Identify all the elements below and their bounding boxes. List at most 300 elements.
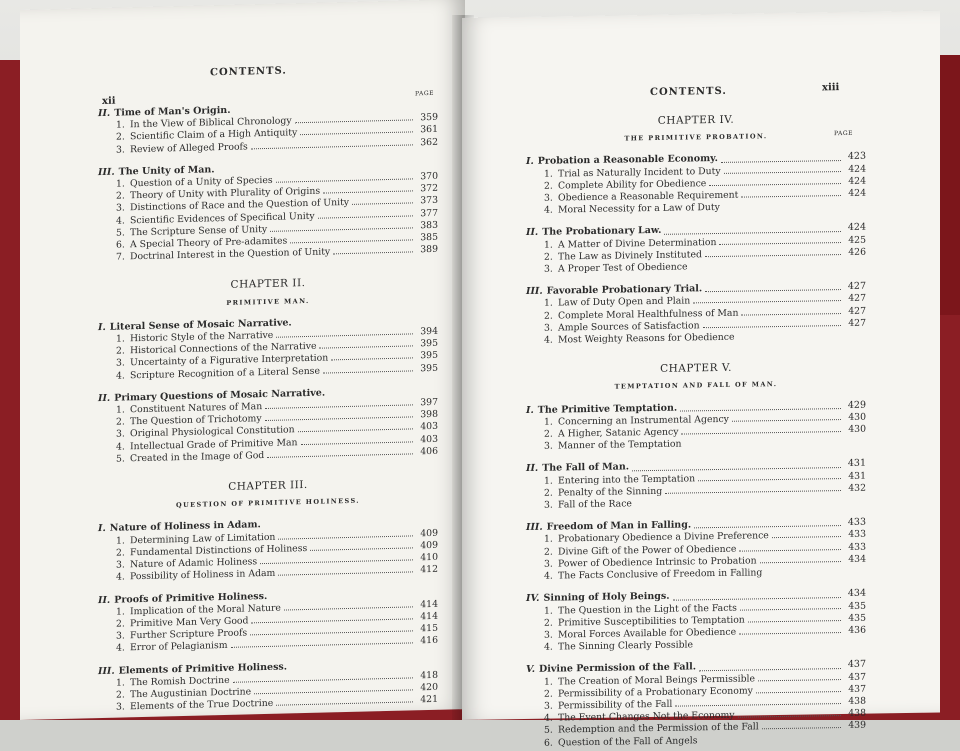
right-page — [462, 10, 940, 720]
entry-title: Question of a Unity of Species — [130, 175, 273, 191]
entry-number: 4. — [544, 571, 558, 583]
entry-page: 359 — [416, 112, 438, 125]
entry-page: 424 — [844, 163, 866, 176]
entry-leader-dots — [276, 178, 413, 182]
section-title: Literal Sense of Mosaic Narrative. — [110, 317, 292, 334]
section-page: 427 — [844, 281, 866, 294]
entry-number: 2. — [116, 132, 130, 145]
entry-leader-dots — [276, 333, 413, 337]
entry-page: 412 — [416, 564, 438, 577]
chapter-title: CHAPTER III. — [98, 476, 438, 497]
entry-number: 1. — [544, 676, 558, 688]
entry-page: 425 — [844, 234, 866, 247]
chapter-subtitle: THE PRIMITIVE PROBATION. — [526, 129, 866, 147]
entry-title: A Special Theory of Pre-adamites — [130, 235, 287, 251]
entry-leader-dots — [705, 254, 841, 257]
section-title: Time of Man's Origin. — [114, 105, 230, 120]
section-dots — [694, 517, 841, 529]
entry-page: 434 — [844, 554, 866, 567]
section-title: Divine Permission of the Fall. — [539, 662, 696, 677]
entry-page: 438 — [844, 708, 866, 721]
entry-title: The Event Changes Not the Economy — [558, 710, 735, 725]
entry-title: Intellectual Grade of Primitive Man — [130, 437, 298, 453]
entry-number: 4. — [544, 713, 558, 725]
entry-leader-dots — [760, 561, 841, 563]
section-title: Probation a Reasonable Economy. — [538, 153, 718, 168]
entry-page: 435 — [844, 612, 866, 625]
entry-leader-dots — [700, 741, 841, 743]
entry-title: Uncertainty of a Figurative Interpretation — [130, 353, 328, 370]
entry-leader-dots — [319, 346, 413, 349]
entry-leader-dots — [741, 195, 841, 198]
entry-number: 1. — [116, 404, 130, 417]
entry-page: 430 — [844, 424, 866, 437]
section-page: 423 — [844, 151, 866, 164]
entry-number: 1. — [544, 534, 558, 546]
section-number: I. — [98, 322, 106, 334]
entry-title: In the View of Biblical Chronology — [130, 116, 292, 132]
entry-title: Permissibility of the Fall — [558, 699, 672, 713]
entry-title: Ample Sources of Satisfaction — [558, 320, 700, 334]
section-number: II. — [526, 463, 538, 475]
entry-leader-dots — [732, 419, 841, 422]
section-title: Freedom of Man in Falling. — [547, 520, 692, 534]
chapter-subtitle: TEMPTATION AND FALL OF MAN. — [526, 377, 866, 395]
section-dots — [664, 222, 841, 234]
section-dots — [673, 588, 841, 600]
entry-number: 1. — [544, 298, 558, 310]
entry-page: 414 — [416, 611, 438, 624]
entry-page: 409 — [416, 540, 438, 553]
section-number: III. — [526, 286, 543, 298]
entry-leader-dots — [723, 208, 841, 210]
entry-number: 3. — [116, 559, 130, 572]
entry-page: 403 — [416, 433, 438, 446]
entry-title: Trial as Naturally Incident to Duty — [558, 166, 721, 181]
entry-page: 435 — [844, 600, 866, 613]
entry-leader-dots — [278, 572, 413, 576]
entry-title: Penalty of the Sinning — [558, 486, 662, 500]
entry-title: Review of Alleged Proofs — [130, 141, 248, 156]
section-title: Proofs of Primitive Holiness. — [114, 590, 267, 606]
entry-title: Determining Law of Limitation — [130, 531, 275, 547]
entry-page: 437 — [844, 683, 866, 696]
entry-page: 433 — [844, 529, 866, 542]
entry-number: 3. — [116, 429, 130, 442]
entry-number: 2. — [544, 429, 558, 441]
entry-number: 4. — [116, 643, 130, 656]
entry-leader-dots — [352, 203, 413, 205]
entry-page: 431 — [844, 470, 866, 483]
entry-leader-dots — [254, 689, 413, 694]
entry-leader-dots — [738, 338, 842, 340]
entry-page: 370 — [416, 171, 438, 184]
entry-leader-dots — [765, 574, 841, 575]
entry-page: 439 — [844, 720, 866, 733]
section-title: The Unity of Man. — [119, 164, 215, 179]
entry-number: 2. — [116, 417, 130, 430]
entry-title: Theory of Unity with Plurality of Origins — [130, 186, 320, 203]
entry-page: 395 — [416, 338, 438, 351]
entry-leader-dots — [724, 171, 841, 174]
section-number: V. — [526, 664, 535, 676]
entry-leader-dots — [709, 183, 841, 186]
entry-page: 395 — [416, 350, 438, 363]
entry-leader-dots — [301, 441, 414, 445]
entry-page: 403 — [416, 421, 438, 434]
entry-page: 426 — [844, 246, 866, 259]
entry-title: Complete Ability for Obedience — [558, 178, 706, 193]
entry-title: The Question in the Light of the Facts — [558, 602, 737, 617]
entry-leader-dots — [740, 608, 841, 611]
chapter-title: CHAPTER II. — [98, 274, 438, 295]
entry-number: 4. — [116, 215, 130, 228]
entry-leader-dots — [333, 252, 413, 255]
entry-leader-dots — [675, 703, 841, 707]
entry-number: 3. — [544, 558, 558, 570]
entry-page: 436 — [844, 625, 866, 638]
entry-number: 3. — [116, 144, 130, 157]
entry-page: 398 — [416, 409, 438, 422]
entry-number: 2. — [544, 617, 558, 629]
entry-page: 406 — [416, 446, 438, 459]
section-title: The Probationary Law. — [542, 225, 661, 239]
left-running-head: CONTENTS. — [210, 65, 287, 78]
entry-leader-dots — [323, 370, 413, 373]
entry-number: 5. — [116, 453, 130, 466]
section-page: 437 — [844, 659, 866, 672]
entry-leader-dots — [284, 606, 413, 610]
entry-title: Doctrinal Interest in the Question of Unity — [130, 247, 330, 264]
entry-number: 1. — [116, 535, 130, 548]
entry-number: 4. — [116, 370, 130, 383]
entry-number: 2. — [544, 180, 558, 192]
section-dots — [721, 151, 841, 162]
entry-title: Permissibility of a Probationary Economy — [558, 685, 753, 700]
entry-number: 4. — [544, 335, 558, 347]
entry-leader-dots — [756, 691, 841, 693]
section-number: I. — [526, 405, 534, 417]
entry-number: 3. — [544, 700, 558, 712]
entry-leader-dots — [331, 358, 413, 361]
section-number: II. — [98, 393, 110, 406]
entry-number: 5. — [116, 227, 130, 240]
entry-number: 2. — [116, 618, 130, 631]
entry-leader-dots — [290, 239, 413, 243]
entry-leader-dots — [758, 679, 841, 681]
left-folio: xii — [102, 96, 116, 107]
entry-number: 3. — [544, 322, 558, 334]
entry-page: 420 — [416, 682, 438, 695]
entry-leader-dots — [300, 132, 413, 136]
entry-title: Obedience a Reasonable Requirement — [558, 190, 738, 205]
entry-number: 3. — [116, 630, 130, 643]
entry-title: Nature of Adamic Holiness — [130, 556, 257, 571]
right-toc — [526, 94, 866, 750]
entry-title: Constituent Natures of Man — [130, 401, 262, 416]
right-folio: xiii — [822, 82, 839, 93]
entry-leader-dots — [739, 549, 841, 552]
entry-number: 3. — [544, 629, 558, 641]
entry-number: 1. — [116, 606, 130, 619]
section-number: III. — [526, 522, 543, 534]
section-page: 429 — [844, 399, 866, 412]
entry-number: 1. — [544, 239, 558, 251]
entry-title: Primitive Susceptibilities to Temptation — [558, 614, 745, 629]
chapter-subtitle: QUESTION OF PRIMITIVE HOLINESS. — [98, 493, 438, 514]
entry-leader-dots — [323, 191, 413, 194]
chapter-title: CHAPTER IV. — [526, 112, 866, 130]
section-page: 424 — [844, 222, 866, 235]
section-number: III. — [98, 166, 115, 179]
section-title: Primary Questions of Mosaic Narrative. — [114, 387, 325, 404]
entry-number: 1. — [544, 168, 558, 180]
entry-number: 1. — [116, 178, 130, 191]
entry-title: Scientific Evidences of Specifical Unity — [130, 210, 315, 227]
entry-leader-dots — [318, 215, 413, 218]
entry-number: 2. — [544, 310, 558, 322]
entry-leader-dots — [276, 702, 413, 706]
entry-leader-dots — [270, 227, 413, 231]
entry-page: 437 — [844, 671, 866, 684]
section-title: The Fall of Man. — [542, 462, 629, 476]
entry-title: Distinctions of Race and the Question of Unity — [130, 197, 349, 215]
left-toc — [98, 90, 438, 715]
entry-leader-dots — [250, 631, 413, 636]
entry-leader-dots — [719, 242, 841, 245]
entry-number: 3. — [116, 701, 130, 714]
section-number: II. — [526, 227, 538, 239]
entry-page: 410 — [416, 552, 438, 565]
entry-leader-dots — [251, 618, 413, 623]
entry-page: 432 — [844, 483, 866, 496]
entry-leader-dots — [748, 620, 841, 622]
section-number: II. — [98, 594, 110, 607]
entry-leader-dots — [741, 313, 841, 316]
entry-title: Power of Obedience Intrinsic to Probation — [558, 555, 757, 570]
entry-title: Created in the Image of God — [130, 450, 264, 465]
section-number: II. — [98, 108, 110, 121]
entry-title: Question of the Fall of Angels — [558, 735, 697, 749]
entry-page: 395 — [416, 362, 438, 375]
entry-number: 5. — [544, 725, 558, 737]
entry-title: Scripture Recognition of a Literal Sense — [130, 365, 320, 382]
entry-number: 2. — [116, 346, 130, 359]
entry-number: 4. — [544, 205, 558, 217]
entry-leader-dots — [295, 120, 413, 124]
entry-number: 1. — [544, 416, 558, 428]
entry-title: Historical Connections of the Narrative — [130, 341, 316, 358]
entry-leader-dots — [251, 144, 413, 149]
entry-number: 3. — [544, 193, 558, 205]
entry-title: Moral Forces Available for Obedience — [558, 627, 736, 642]
chapter-title: CHAPTER V. — [526, 360, 866, 378]
entry-title: Moral Necessity for a Law of Duty — [558, 202, 720, 217]
entry-title: Complete Moral Healthfulness of Man — [558, 307, 738, 322]
entry-title: Fundamental Distinctions of Holiness — [130, 543, 307, 560]
entry-leader-dots — [696, 645, 841, 647]
section-number: I. — [98, 523, 106, 535]
entry-leader-dots — [310, 547, 413, 551]
entry-page: 427 — [844, 305, 866, 318]
entry-number: 1. — [116, 120, 130, 133]
entry-number: 4. — [116, 441, 130, 454]
entry-number: 4. — [116, 572, 130, 585]
section-number: III. — [98, 665, 115, 678]
right-running-head: CONTENTS. — [650, 86, 727, 98]
entry-number: 3. — [116, 358, 130, 371]
left-page-label: PAGE — [415, 90, 434, 97]
entry-leader-dots — [738, 715, 841, 718]
section-number: I. — [526, 156, 534, 168]
section-dots — [632, 459, 841, 471]
right-page-label: PAGE — [834, 130, 853, 137]
entry-title: Implication of the Moral Nature — [130, 602, 281, 618]
entry-page: 424 — [844, 188, 866, 201]
entry-page: 362 — [416, 136, 438, 149]
entry-page: 438 — [844, 696, 866, 709]
entry-page: 409 — [416, 527, 438, 540]
entry-page: 433 — [844, 541, 866, 554]
entry-number: 1. — [116, 677, 130, 690]
entry-title: Historic Style of the Narrative — [130, 330, 273, 346]
section-title: Favorable Probationary Trial. — [547, 283, 703, 298]
entry-page: 416 — [416, 635, 438, 648]
entry-title: Manner of the Temptation — [558, 439, 681, 453]
entry-page: 394 — [416, 326, 438, 339]
entry-number: 2. — [116, 191, 130, 204]
entry-page: 415 — [416, 623, 438, 636]
entry-page: 427 — [844, 317, 866, 330]
entry-title: Concerning an Instrumental Agency — [558, 414, 729, 429]
entry-page: 424 — [844, 175, 866, 188]
entry-leader-dots — [298, 429, 413, 433]
left-page — [20, 0, 465, 720]
section-page: 431 — [844, 458, 866, 471]
entry-page: 421 — [416, 694, 438, 707]
entry-title: Error of Pelagianism — [130, 640, 228, 655]
chapter-subtitle: PRIMITIVE MAN. — [98, 291, 438, 312]
entry-title: A Proper Test of Obedience — [558, 261, 687, 275]
entry-number: 3. — [544, 500, 558, 512]
entry-title: The Scripture Sense of Unity — [130, 224, 267, 240]
entry-leader-dots — [684, 444, 841, 446]
section-page: 433 — [844, 517, 866, 530]
section-title: Sinning of Holy Beings. — [543, 591, 669, 605]
entry-number: 6. — [544, 737, 558, 749]
entry-title: The Question of Trichotomy — [130, 413, 262, 428]
entry-leader-dots — [665, 490, 841, 494]
entry-page: 383 — [416, 220, 438, 233]
entry-title: A Matter of Divine Determination — [558, 237, 716, 252]
entry-title: Scientific Claim of a High Antiquity — [130, 128, 297, 144]
entry-number: 6. — [116, 239, 130, 252]
entry-title: Law of Duty Open and Plain — [558, 296, 690, 310]
entry-page: 377 — [416, 207, 438, 220]
entry-title: The Augustinian Doctrine — [130, 686, 251, 701]
entry-title: The Sinning Clearly Possible — [558, 639, 693, 653]
entry-title: A Higher, Satanic Agency — [558, 427, 678, 441]
entry-title: The Romish Doctrine — [130, 675, 230, 690]
entry-title: Most Weighty Reasons for Obedience — [558, 332, 735, 347]
entry-title: The Law as Divinely Instituted — [558, 249, 702, 263]
entry-title: Divine Gift of the Power of Obedience — [558, 543, 736, 558]
entry-number: 4. — [544, 642, 558, 654]
section-title: Elements of Primitive Holiness. — [119, 661, 287, 677]
entry-number: 2. — [116, 547, 130, 560]
entry-number: 3. — [544, 441, 558, 453]
entry-leader-dots — [265, 417, 413, 422]
section-number: IV. — [526, 593, 539, 605]
entry-leader-dots — [739, 632, 841, 635]
section-title: Nature of Holiness in Adam. — [110, 520, 261, 536]
entry-leader-dots — [260, 559, 413, 564]
entry-title: Probationary Obedience a Divine Preference — [558, 531, 769, 547]
entry-leader-dots — [703, 325, 841, 328]
entry-leader-dots — [762, 727, 841, 729]
entry-number: 2. — [544, 546, 558, 558]
entry-title: Possibility of Holiness in Adam — [130, 568, 275, 584]
entry-page: 418 — [416, 670, 438, 683]
entry-leader-dots — [690, 267, 841, 269]
entry-number: 2. — [116, 689, 130, 702]
entry-number: 1. — [544, 475, 558, 487]
section-page: 434 — [844, 588, 866, 601]
entry-number: 2. — [544, 251, 558, 263]
entry-page: 361 — [416, 124, 438, 137]
entry-number: 7. — [116, 252, 130, 265]
entry-number: 2. — [544, 688, 558, 700]
section-title: The Primitive Temptation. — [538, 402, 677, 416]
entry-title: Elements of the True Doctrine — [130, 698, 273, 714]
entry-leader-dots — [635, 503, 841, 506]
entry-number: 2. — [544, 487, 558, 499]
section-dots — [699, 659, 841, 670]
entry-leader-dots — [278, 535, 413, 539]
entry-leader-dots — [265, 404, 413, 409]
entry-leader-dots — [693, 300, 841, 303]
entry-number: 1. — [116, 333, 130, 346]
section-dots — [705, 281, 841, 292]
entry-leader-dots — [233, 677, 413, 682]
entry-leader-dots — [698, 478, 841, 481]
entry-page: 414 — [416, 598, 438, 611]
entry-title: The Facts Conclusive of Freedom in Falling — [558, 567, 762, 582]
entry-title: Further Scripture Proofs — [130, 628, 247, 643]
entry-page: 430 — [844, 412, 866, 425]
entry-title: Primitive Man Very Good — [130, 615, 248, 630]
entry-number: 3. — [116, 203, 130, 216]
entry-title: Entering into the Temptation — [558, 473, 695, 487]
entry-leader-dots — [772, 537, 841, 539]
entry-page: 397 — [416, 397, 438, 410]
entry-title: Redemption and the Permission of the Fall — [558, 722, 759, 737]
entry-page: 389 — [416, 244, 438, 257]
entry-title: Original Physiological Constitution — [130, 425, 295, 441]
section-dots — [680, 400, 841, 412]
entry-leader-dots — [681, 431, 841, 435]
entry-leader-dots — [267, 453, 413, 458]
entry-title: Fall of the Race — [558, 498, 632, 511]
entry-number: 3. — [544, 264, 558, 276]
entry-page: 372 — [416, 183, 438, 196]
entry-leader-dots — [231, 643, 413, 648]
entry-title: The Creation of Moral Beings Permissible — [558, 673, 755, 688]
entry-page: 373 — [416, 195, 438, 208]
entry-page: 427 — [844, 293, 866, 306]
entry-page: 385 — [416, 232, 438, 245]
entry-number: 1. — [544, 605, 558, 617]
